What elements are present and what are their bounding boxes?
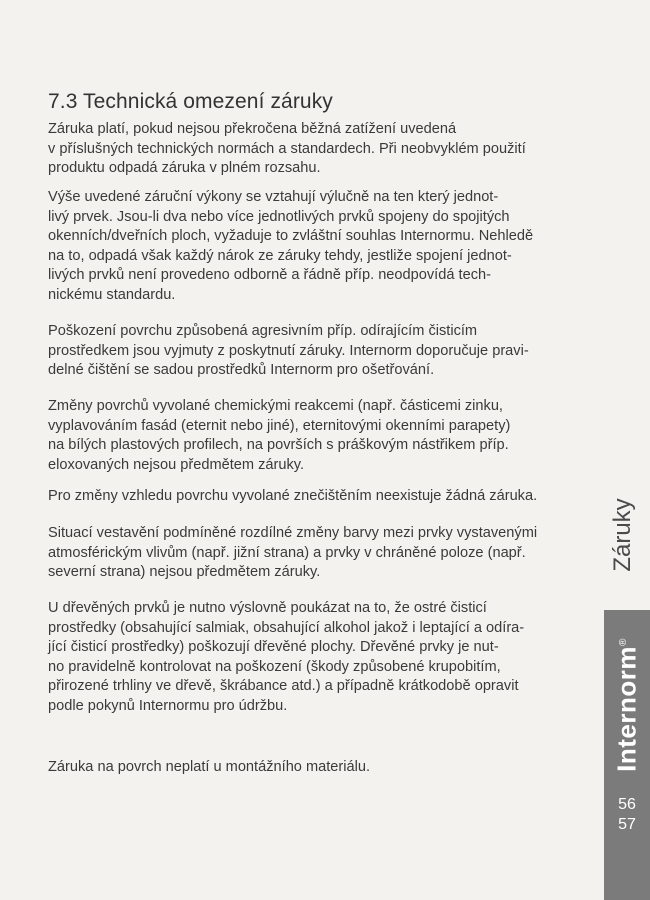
- page-number-left: 56: [618, 796, 636, 813]
- paragraph-load-limits: [48, 120, 593, 179]
- section-title: 7.3 Technická omezení záruky: [48, 90, 333, 114]
- text-line: U dřevěných prvků je nutno výslovně poukázat na to, že ostré čisticí: [48, 600, 487, 616]
- text-line: produktu odpadá záruka v plném rozsahu.: [48, 160, 321, 177]
- text-line: Výše uvedené záruční výkony se vztahují výlučně na ten který jednot-: [48, 189, 499, 205]
- text-line: v příslušných technických normách a standardech. Při neobvyklém použití: [48, 140, 526, 157]
- text-line: atmosférickým vlivům (např. jižní strana) a prvky v chráněné poloze (např.: [48, 544, 526, 561]
- text-line: prostředkem jsou vyjmuty z poskytnutí záruky. Internorm doporučuje pravi-: [48, 342, 529, 359]
- paragraph-soiling: [48, 487, 593, 507]
- text-line: Pro změny vzhledu povrchu vyvolané znečištěním neexistuje žádná záruka.: [48, 488, 538, 504]
- text-line: Poškození povrchu způsobená agresivním příp. odírajícím čisticím: [48, 323, 478, 339]
- paragraph-mounting-material: [48, 758, 593, 778]
- text-line: Změny povrchů vyvolané chemickými reakcemi (např. částicemi zinku,: [48, 398, 503, 414]
- text-line: podle pokynů Internormu pro údržbu.: [48, 697, 288, 714]
- text-line: okenních/dveřních ploch, vyžaduje to zvláštní souhlas Internormu. Nehledě: [48, 228, 534, 245]
- brand-name: [612, 638, 643, 772]
- brand-sidebar: [604, 610, 650, 900]
- page-numbers: [604, 795, 650, 835]
- section-side-label: [603, 480, 643, 590]
- text-line: no pravidelně kontrolovat na poškození (škody způsobené krupobitím,: [48, 658, 501, 675]
- text-line: Záruka platí, pokud nejsou překročena běžná zatížení uvedená: [48, 121, 457, 137]
- text-line: livý prvek. Jsou-li dva nebo více jednotlivých prvků spojeny do spojitých: [48, 208, 510, 225]
- text-line: Záruka na povrch neplatí u montážního materiálu.: [48, 759, 371, 775]
- paragraph-wooden-elements: [48, 599, 593, 717]
- text-line: severní strana) nejsou předmětem záruky.: [48, 564, 321, 581]
- text-line: přirozené trhliny ve dřevě, škrábance atd.) a případně krátkodobě opravit: [48, 678, 519, 695]
- text-line: livých prvků není provedeno odborně a řádně příp. neodpovídá tech-: [48, 267, 491, 284]
- text-line: na to, odpadá však každý nárok ze záruky tehdy, jestliže spojení jednot-: [48, 247, 512, 264]
- text-line: eloxovaných nejsou předmětem záruky.: [48, 456, 305, 473]
- section-side-label-text: Záruky: [609, 498, 636, 572]
- text-line: delné čištění se sadou prostředků Internorm pro ošetřování.: [48, 362, 435, 379]
- brand-logo: [604, 620, 650, 790]
- text-line: vyplavováním fasád (eternit nebo jiné), eternitovými okenními parapety): [48, 417, 511, 434]
- text-line: prostředky (obsahující salmiak, obsahující alkohol jakož i leptající a odíra-: [48, 619, 525, 636]
- text-line: jící čisticí prostředky) poškozují dřevěné plochy. Dřevěné prvky je nut-: [48, 639, 499, 656]
- page-number-right: 57: [618, 816, 636, 833]
- registered-mark: ®: [617, 638, 629, 647]
- paragraph-chemical-reactions: [48, 397, 593, 475]
- paragraph-combined-elements: [48, 188, 593, 306]
- paragraph-cleaning-damage: [48, 322, 593, 381]
- text-line: nickému standardu.: [48, 286, 176, 303]
- brand-word: Internorm: [611, 646, 642, 772]
- text-line: na bílých plastových profilech, na površích s práškovým nástřikem příp.: [48, 437, 509, 454]
- paragraph-color-changes: [48, 524, 593, 583]
- text-line: Situací vestavění podmíněné rozdílné změny barvy mezi prvky vystavenými: [48, 525, 538, 541]
